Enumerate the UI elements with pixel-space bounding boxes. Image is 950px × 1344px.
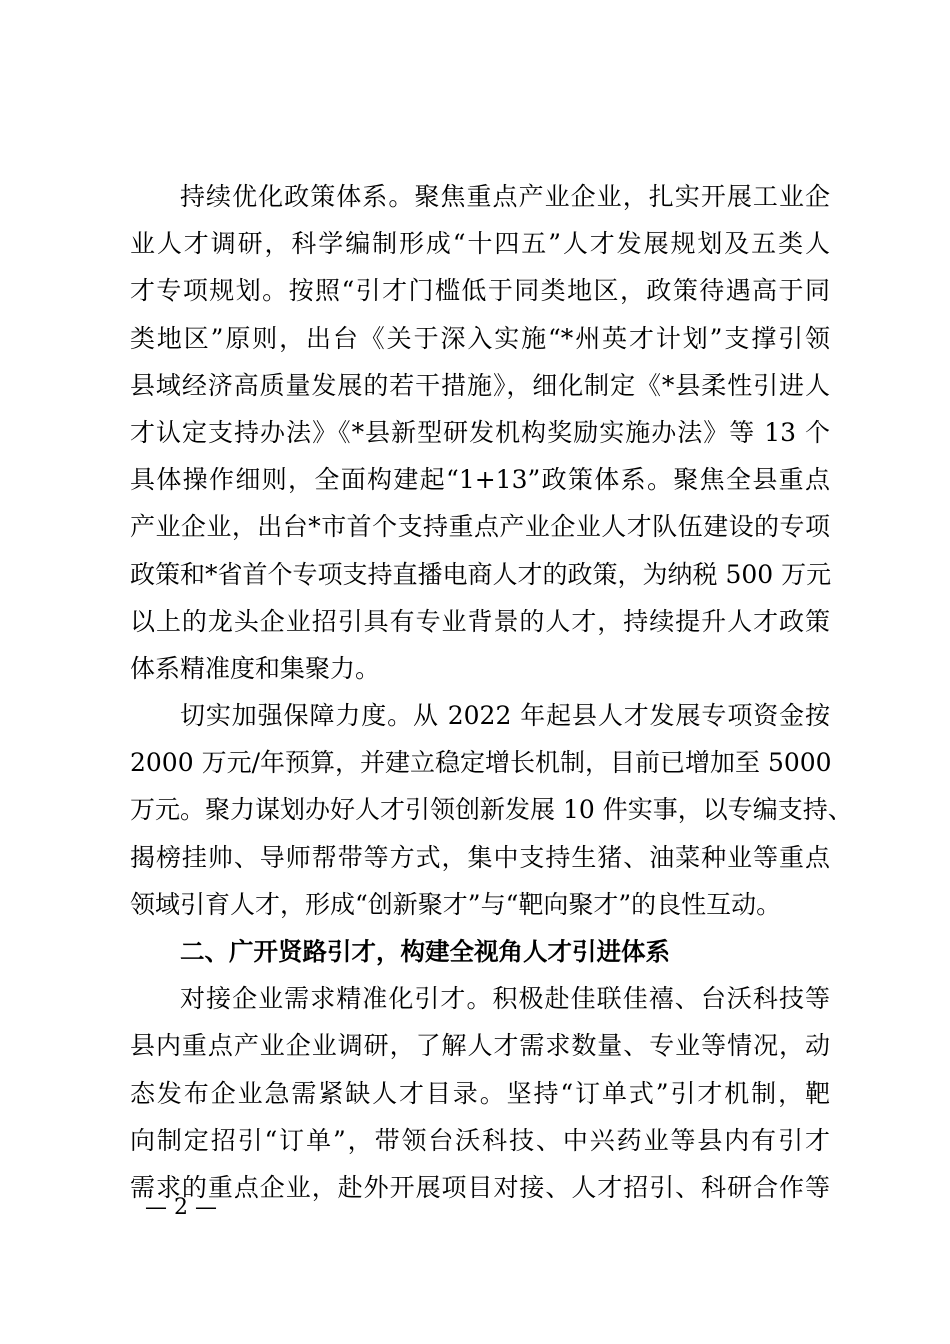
paragraph-line: 万元。聚力谋划办好人才引领创新发展 10 件实事，以专编支持、	[130, 795, 853, 825]
paragraph-line: 体系精准度和集聚力。	[130, 653, 381, 683]
paragraph-line: 县内重点产业企业调研，了解人才需求数量、专业等情况，动	[130, 1031, 830, 1061]
document-body	[130, 173, 853, 1211]
paragraph-line: 揭榜挂帅、导师帮带等方式，集中支持生猪、油菜种业等重点	[130, 842, 830, 872]
paragraph-line: 业人才调研，科学编制形成“十四五”人才发展规划及五类人	[130, 229, 830, 259]
paragraph-line: 才专项规划。按照“引才门槛低于同类地区，政策待遇高于同	[130, 276, 830, 306]
paragraph-line: 对接企业需求精准化引才。积极赴佳联佳禧、台沃科技等	[180, 984, 830, 1014]
paragraph-line: 领域引育人才，形成“创新聚才”与“靶向聚才”的良性互动。	[130, 889, 782, 919]
paragraph-line: 切实加强保障力度。从 2022 年起县人才发展专项资金按	[180, 701, 830, 731]
paragraph-line: 产业企业，出台*市首个支持重点产业企业人才队伍建设的专项	[130, 512, 830, 542]
paragraph-line: 以上的龙头企业招引具有专业背景的人才，持续提升人才政策	[130, 606, 830, 636]
paragraph-line: 需求的重点企业，赴外开展项目对接、人才招引、科研合作等	[130, 1172, 830, 1202]
paragraph-line: 具体操作细则，全面构建起“1+13”政策体系。聚焦全县重点	[130, 465, 830, 495]
paragraph-line: 向制定招引“订单”，带领台沃科技、中兴药业等县内有引才	[130, 1125, 830, 1155]
paragraph-line: 态发布企业急需紧缺人才目录。坚持“订单式”引才机制，靶	[130, 1078, 830, 1108]
paragraph-line: 政策和*省首个专项支持直播电商人才的政策，为纳税 500 万元	[130, 559, 832, 589]
paragraph-line: 类地区”原则，出台《关于深入实施“*州英才计划”支撑引领	[130, 323, 830, 353]
paragraph-line: 2000 万元/年预算，并建立稳定增长机制，目前已增加至 5000	[130, 748, 832, 778]
paragraph-line: 才认定支持办法》《*县新型研发机构奖励实施办法》等 13 个	[130, 417, 830, 447]
paragraph-line: 县域经济高质量发展的若干措施》，细化制定《*县柔性引进人	[130, 370, 830, 400]
paragraph-line: 持续优化政策体系。聚焦重点产业企业，扎实开展工业企	[180, 182, 830, 211]
section-heading: 二、广开贤路引才，构建全视角人才引进体系	[180, 937, 670, 966]
page-number: — 2 —	[145, 1195, 217, 1220]
